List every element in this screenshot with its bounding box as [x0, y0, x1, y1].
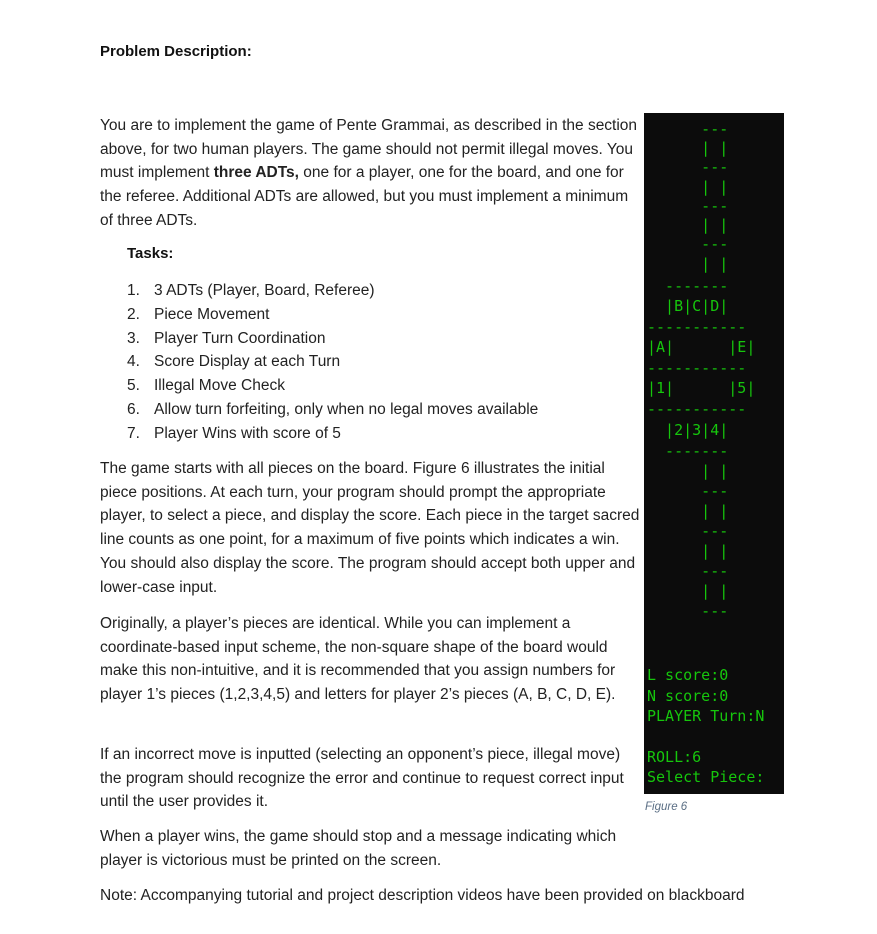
- score-n-readout: N score:0: [647, 687, 729, 705]
- intro-paragraph: [100, 114, 640, 233]
- task-text: Illegal Move Check: [154, 377, 285, 395]
- board-line: ---: [647, 197, 729, 215]
- task-item: [127, 374, 627, 398]
- board-line: ---: [647, 562, 729, 580]
- player-turn-readout: PLAYER Turn:N: [647, 707, 765, 725]
- board-line: | |: [647, 502, 729, 520]
- task-number: 2.: [127, 305, 140, 323]
- intro-text-2: one for a player, one for the board, and one for the referee. Additional ADTs are allowed, but you must implement a minimum of three ADTs.: [100, 164, 629, 229]
- board-line: | |: [647, 462, 729, 480]
- board-line: | |: [647, 216, 729, 234]
- task-text: Piece Movement: [154, 305, 270, 323]
- task-item: [127, 350, 627, 374]
- section-heading: Problem Description:: [100, 43, 252, 60]
- task-item: [127, 303, 627, 327]
- board-line: | |: [647, 582, 729, 600]
- task-item: [127, 327, 627, 351]
- task-list: [127, 279, 627, 446]
- board-line: | |: [647, 139, 729, 157]
- board-line: ---: [647, 482, 729, 500]
- board-line: |2|3|4|: [647, 421, 729, 439]
- tasks-heading: Tasks:: [127, 245, 174, 262]
- board-line: ---: [647, 235, 729, 253]
- board-line: -----------: [647, 318, 747, 336]
- note-paragraph: Note: Accompanying tutorial and project description videos have been provided on blackboard: [100, 887, 745, 904]
- board-line: -----------: [647, 359, 747, 377]
- task-text: Player Wins with score of 5: [154, 424, 341, 442]
- board-line: |1| |5|: [647, 379, 756, 397]
- board-line: | |: [647, 255, 729, 273]
- board-line: ---: [647, 158, 729, 176]
- incorrect-move-paragraph: If an incorrect move is inputted (selecting an opponent’s piece, illegal move) the program should recognize the error and continue to request correct input until the user provides it.: [100, 746, 624, 811]
- task-number: 1.: [127, 282, 140, 299]
- board-line: ---: [647, 522, 729, 540]
- task-number: 3.: [127, 329, 140, 347]
- board-line: | |: [647, 178, 729, 196]
- figure-caption: Figure 6: [645, 801, 688, 813]
- piece-naming-paragraph: Originally, a player’s pieces are identical. While you can implement a coordinate-based input scheme, the non-square shape of the board would make this non-intuitive, and it is recommended that you assign numbers for player 1’s pieces (1,2,3,4,5) and letters for player 2’s pieces (A, B, C, D, E).: [100, 615, 616, 704]
- task-number: 4.: [127, 353, 140, 371]
- score-l-readout: L score:0: [647, 666, 729, 684]
- task-text: Score Display at each Turn: [154, 353, 341, 371]
- board-line: -----------: [647, 400, 747, 418]
- board-line: | |: [647, 542, 729, 560]
- task-text: Allow turn forfeiting, only when no legal moves available: [154, 400, 539, 418]
- board-line: -------: [647, 277, 729, 295]
- game-start-paragraph: The game starts with all pieces on the board. Figure 6 illustrates the initial piece positions. At each turn, your program should prompt the appropriate player, to select a piece, and display the score. Each piece in the target sacred line counts as one point, for a maximum of five points which indicates a win. You should also display the score. The program should accept both upper and lower-case input.: [100, 460, 640, 596]
- board-line: |B|C|D|: [647, 297, 729, 315]
- board-line: ---: [647, 602, 729, 620]
- roll-readout: ROLL:6: [647, 748, 702, 766]
- task-item: [127, 279, 627, 303]
- intro-text-bold: three ADTs,: [213, 164, 299, 182]
- board-line: ---: [647, 120, 729, 138]
- task-number: 5.: [127, 377, 140, 395]
- win-paragraph: When a player wins, the game should stop and a message indicating which player is victorious must be printed on the screen.: [100, 828, 617, 869]
- task-number: 7.: [127, 424, 140, 442]
- board-line: -------: [647, 442, 729, 460]
- task-number: 6.: [127, 400, 140, 418]
- figure-6-terminal: [644, 113, 784, 794]
- select-piece-prompt: Select Piece:: [647, 768, 765, 786]
- task-text: 3 ADTs (Player, Board, Referee): [154, 282, 375, 299]
- task-item: [127, 422, 627, 446]
- task-text: Player Turn Coordination: [154, 329, 326, 347]
- intro-text-1: You are to implement the game of Pente Grammai, as described in the section above, for two human players. The game should not permit illegal moves. You must implement: [100, 117, 638, 182]
- task-item: [127, 398, 627, 422]
- board-line: |A| |E|: [647, 338, 756, 356]
